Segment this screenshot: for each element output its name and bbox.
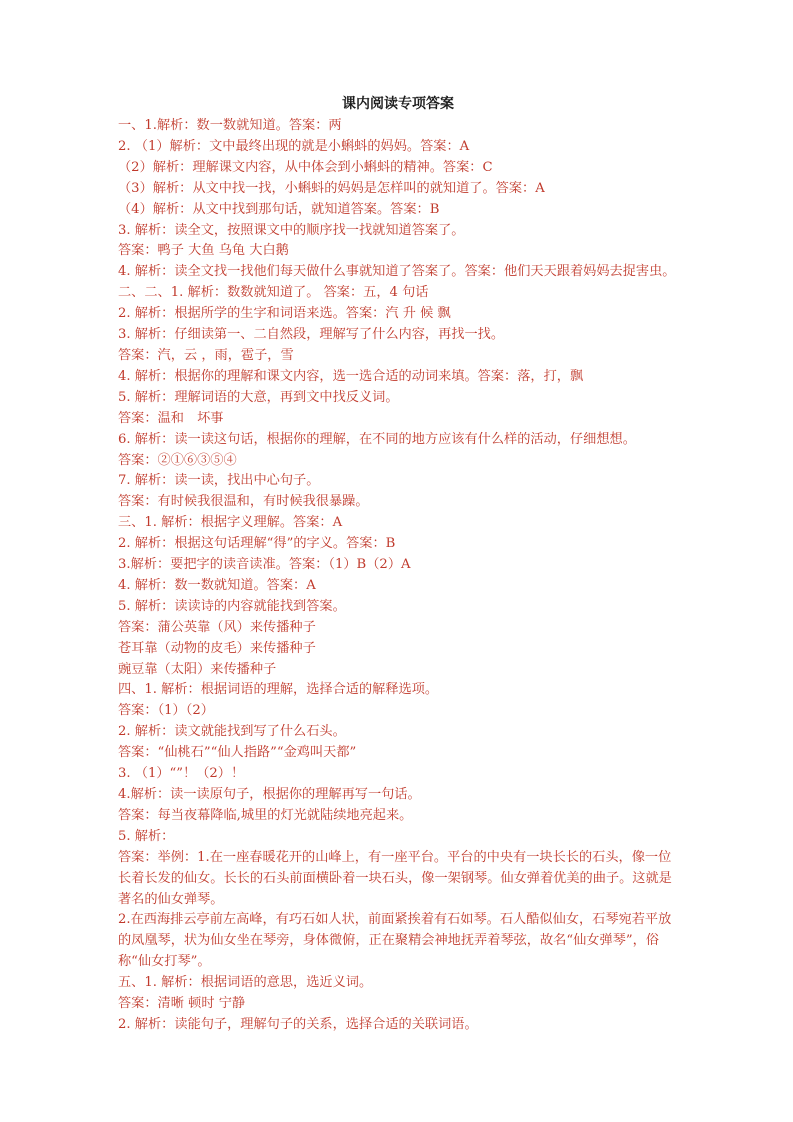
answer-line: （3）解析：从文中找一找，小蝌蚪的妈妈是怎样叫的就知道了。答案：A (118, 180, 545, 196)
answer-line: 5. 解析：读读诗的内容就能找到答案。 (118, 598, 346, 614)
answer-line: 6. 解析：读一读这句话，根据你的理解，在不同的地方应该有什么样的活动，仔细想想。 (118, 431, 636, 447)
answer-line: 苍耳靠（动物的皮毛）来传播种子 (118, 640, 316, 656)
answer-line: 2. （1）解析：文中最终出现的就是小蝌蚪的妈妈。答案：A (118, 138, 470, 154)
answer-line: 3. （1）“”！（2）！ (118, 766, 245, 782)
answer-line: 答案：（1）（2） (118, 703, 214, 719)
answer-body (118, 116, 678, 1036)
answer-line: 2. 解析：读文就能找到写了什么石头。 (118, 724, 346, 740)
answer-line: 答案：清晰 顿时 宁静 (118, 996, 246, 1012)
answer-line: （2）解析：理解课文内容，从中体会到小蝌蚪的精神。答案：C (118, 159, 493, 175)
answer-line: 答案：温和 坏事 (118, 410, 224, 426)
answer-line: 4. 解析：读全文找一找他们每天做什么事就知道了答案了。答案：他们天天跟着妈妈去捉害虫。 (118, 264, 676, 280)
answer-line: 四、1. 解析：根据词语的理解，选择合适的解释选项。 (118, 682, 439, 698)
answer-line: 豌豆靠（太阳）来传播种子 (118, 661, 277, 677)
answer-line: 7. 解析：读一读，找出中心句子。 (118, 473, 320, 489)
answer-line: 2. 解析：根据所学的生字和词语来选。答案：汽 升 候 飘 (118, 306, 451, 322)
answer-line: 4. 解析：根据你的理解和课文内容，选一选合适的动词来填。答案：落，打，飘 (118, 368, 584, 384)
answer-line: 答案：鸭子 大鱼 乌龟 大白鹅 (118, 243, 289, 259)
answer-line: 答案：举例：1.在一座春暖花开的山峰上，有一座平台。平台的中央有一块长长的石头，像一位长着长发的仙女。长长的石头前面横卧着一块石头，像一架钢琴。仙女弹着优美的曲子。这就是著名的仙女弹琴。 (118, 849, 672, 907)
answer-line: （4）解析：从文中找到那句话，就知道答案。答案：B (118, 201, 440, 217)
answer-line: 答案：“仙桃石”“仙人指路”“金鸡叫天都” (118, 745, 357, 761)
answer-line: 答案：蒲公英靠（风）来传播种子 (118, 619, 316, 635)
page-title: 课内阅读专项答案 (342, 96, 454, 112)
answer-line: 3.解析：要把字的读音读准。答案：（1）B（2）A (118, 557, 411, 573)
answer-line: 3. 解析：读全文，按照课文中的顺序找一找就知道答案了。 (118, 222, 465, 238)
answer-line: 五、1. 解析：根据词语的意思，选近义词。 (118, 975, 373, 991)
answer-line: 2.在西海排云亭前左高峰，有巧石如人状，前面紧挨着有石如琴。石人酷似仙女，石琴宛若平放的凤凰琴，状为仙女坐在琴旁，身体微俯，正在聚精会神地抚弄着琴弦，故名“仙女弹琴”，俗称“仙女打琴”。 (118, 912, 672, 970)
answer-line: 2. 解析：读能句子，理解句子的关系，选择合适的关联词语。 (118, 1016, 478, 1032)
answer-line: 二、二、1. 解析：数数就知道了。 答案：五，4 句话 (118, 285, 429, 301)
answer-line: 2. 解析：根据这句话理解“得”的字义。答案：B (118, 536, 396, 552)
answer-line: 答案：汽，云 ，雨，雹子，雪 (118, 347, 294, 363)
answer-line: 4.解析：读一读原句子，根据你的理解再写一句话。 (118, 787, 421, 802)
answer-line: 一、1.解析：数一数就知道。答案：两 (118, 118, 342, 133)
answer-line: 三、1. 解析：根据字义理解。答案：A (118, 515, 343, 531)
answer-line: 答案：②①⑥③⑤④ (118, 452, 237, 468)
answer-line: 答案：每当夜幕降临,城里的灯光就陆续地亮起来。 (118, 807, 413, 823)
answer-line: 4. 解析：数一数就知道。答案：A (118, 577, 316, 593)
answer-line: 3. 解析：仔细读第一、二自然段，理解写了什么内容，再找一找。 (118, 327, 505, 343)
answer-line: 5. 解析： (118, 828, 175, 844)
answer-line: 5. 解析：理解词语的大意，再到文中找反义词。 (118, 389, 399, 405)
answer-document (118, 92, 678, 1036)
answer-line: 答案：有时候我很温和，有时候我很暴躁。 (118, 494, 369, 510)
